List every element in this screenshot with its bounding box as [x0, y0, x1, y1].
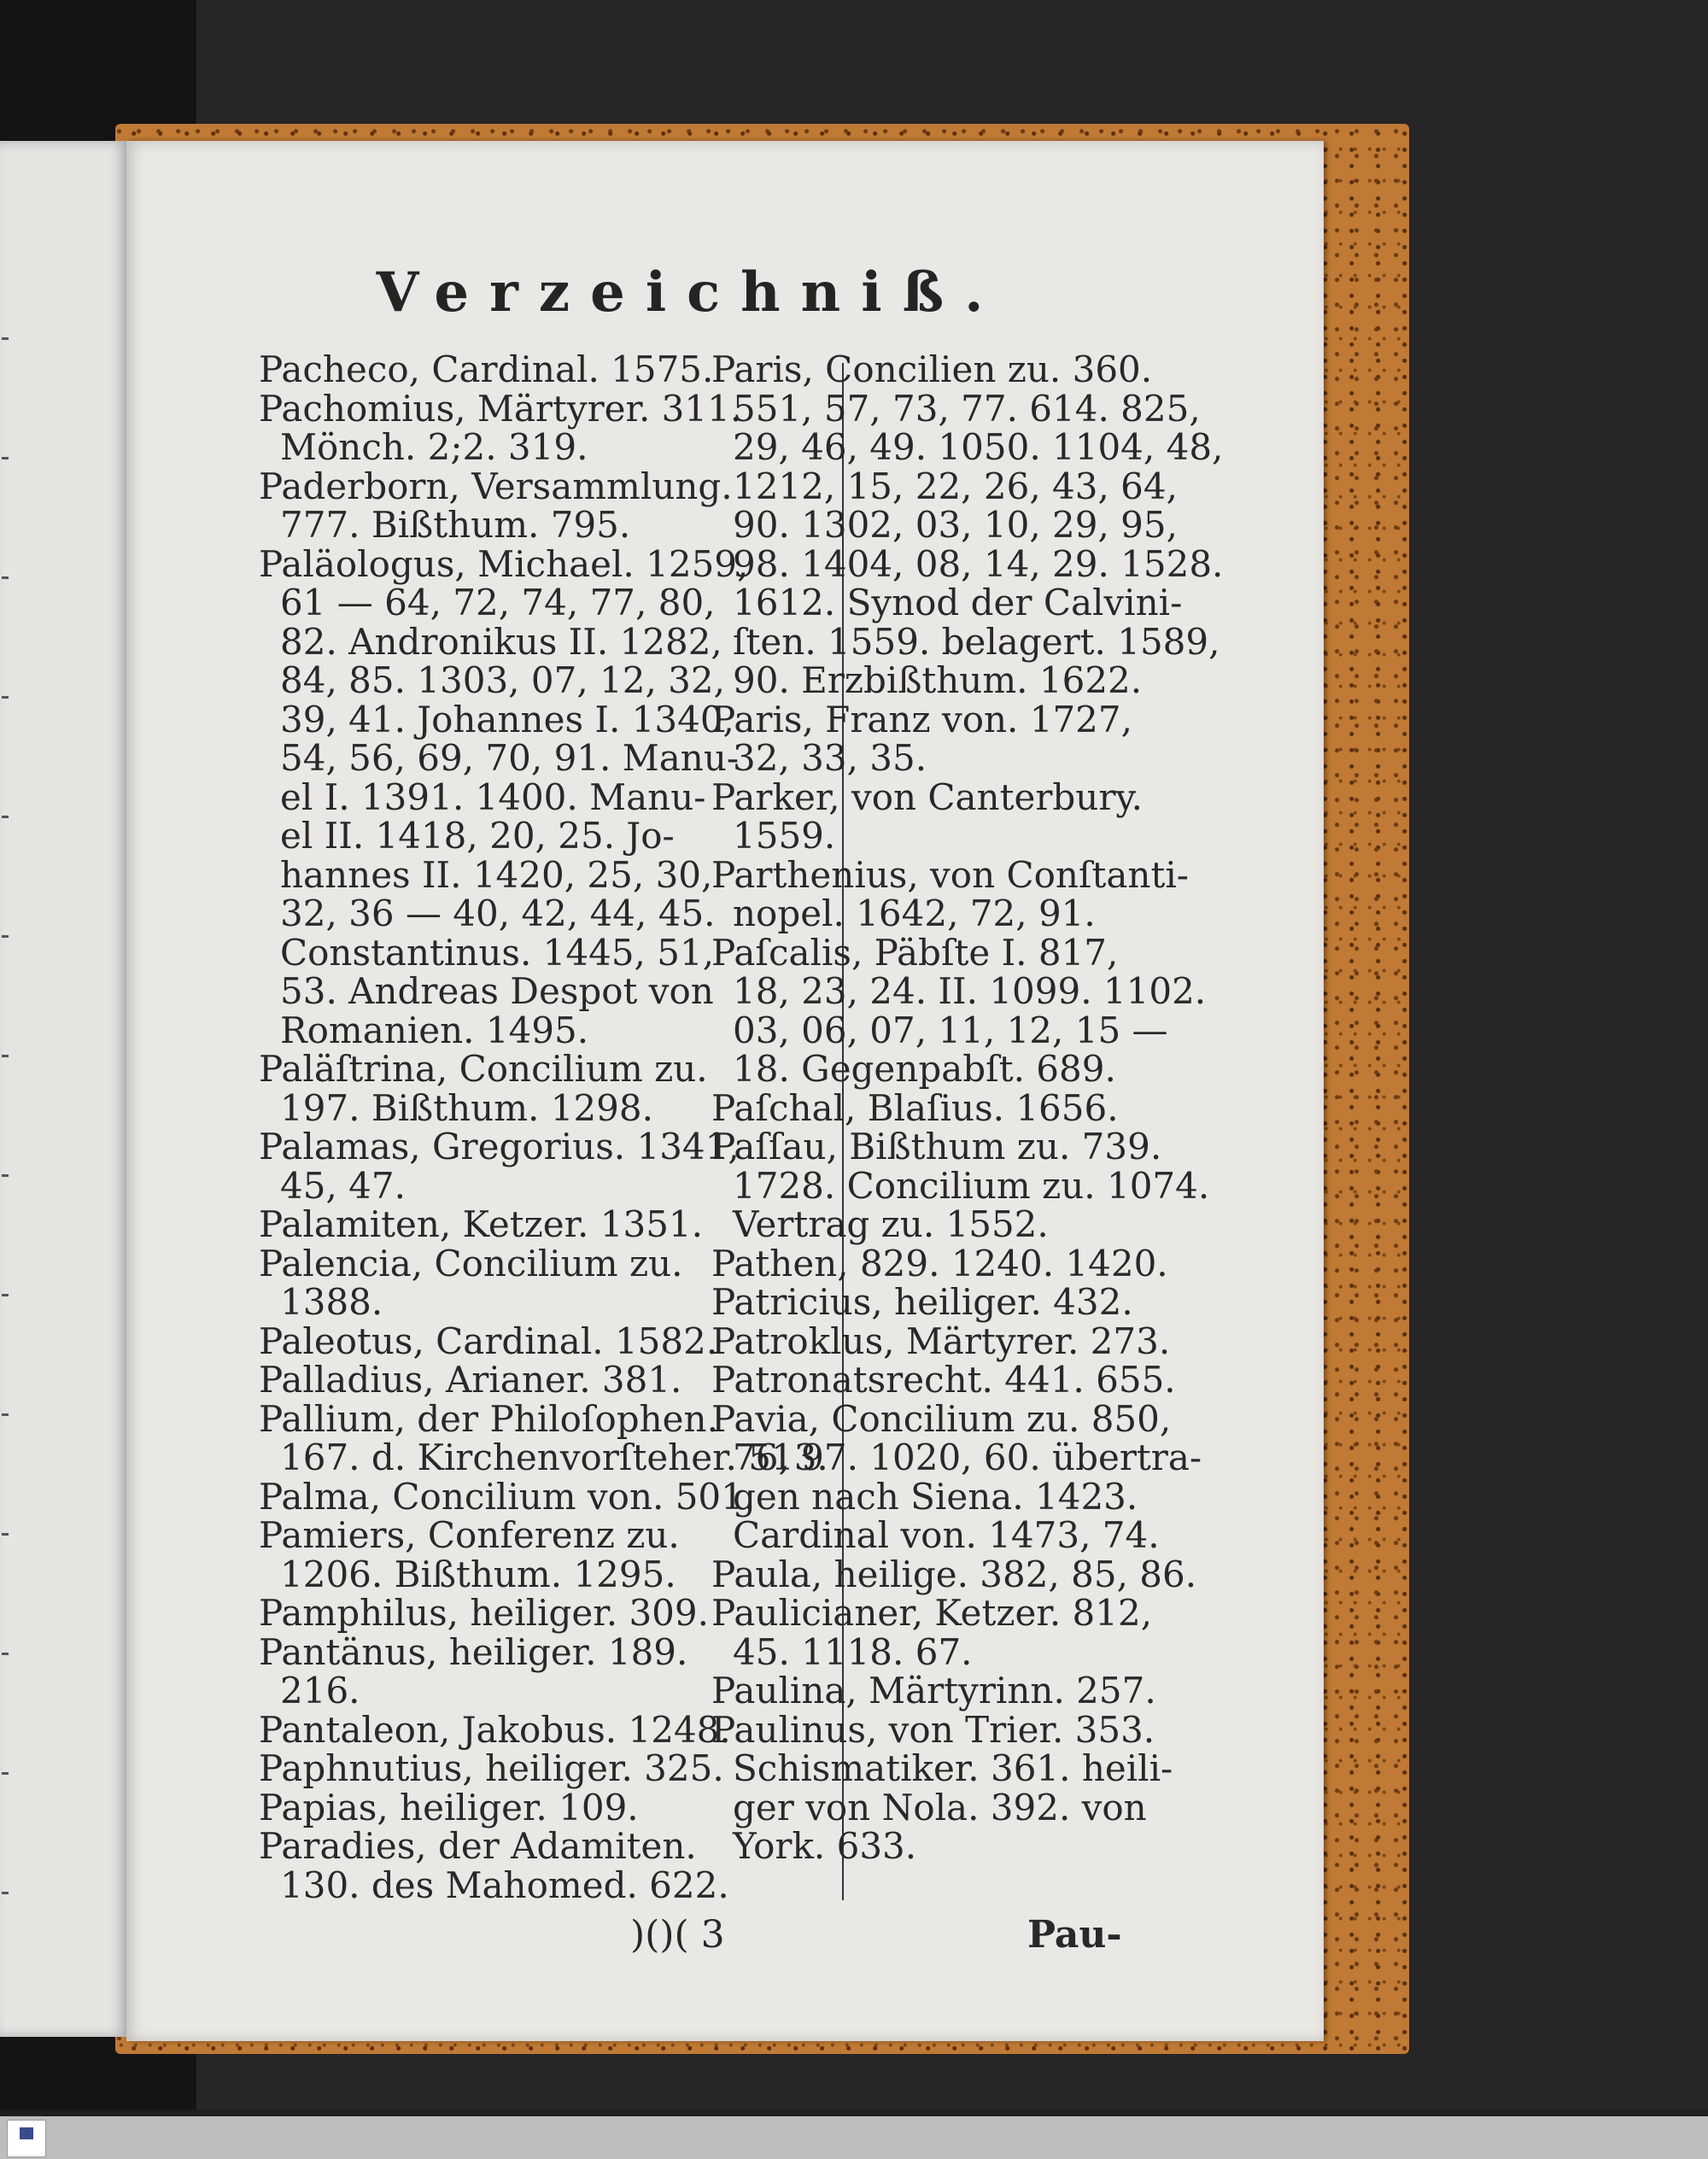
- index-entry-line: 1206. Bißthum. 1295.: [280, 1553, 676, 1595]
- index-entry-line: Palamas, Gregorius. 1341,: [259, 1126, 740, 1167]
- index-entry-line: nopel. 1642, 72, 91.: [733, 892, 1096, 934]
- index-entry-line: 90. Erzbißthum. 1622.: [733, 659, 1143, 701]
- index-entry-line: Paſſau, Bißthum zu. 739.: [711, 1126, 1162, 1167]
- index-entry-line: Vertrag zu. 1552.: [733, 1203, 1049, 1245]
- index-entry-line: 82. Andronikus II. 1282,: [280, 620, 722, 663]
- index-entry-line: Paulinus, von Trier. 353.: [711, 1708, 1155, 1751]
- index-entry-line: ger von Nola. 392. von: [733, 1786, 1147, 1828]
- index-entry-line: Mönch. 2;2. 319.: [280, 426, 588, 468]
- index-entry-line: Pathen, 829. 1240. 1420.: [711, 1242, 1168, 1284]
- viewer-footer-bar: [0, 2116, 1708, 2159]
- left-page-edge: [0, 141, 128, 2037]
- index-entry-line: Patronatsrecht. 441. 655.: [711, 1359, 1176, 1401]
- index-entry-line: Paradies, der Adamiten.: [259, 1825, 697, 1867]
- index-entry-line: 32, 36 — 40, 42, 44, 45.: [280, 892, 716, 934]
- index-entry-line: ſten. 1559. belagert. 1589,: [733, 620, 1220, 663]
- index-entry-line: 167. d. Kirchenvorſteher. 513.: [280, 1436, 828, 1478]
- index-entry-line: 53. Andreas Despot von: [280, 970, 714, 1012]
- index-entry-line: 32, 33, 35.: [733, 737, 927, 779]
- index-entry-line: Paläſtrina, Concilium zu.: [259, 1048, 708, 1090]
- index-entry-line: Paleotus, Cardinal. 1582.: [259, 1319, 718, 1362]
- index-entry-line: Paula, heilige. 382, 85, 86.: [711, 1553, 1197, 1595]
- index-entry-line: 777. Bißthum. 795.: [280, 504, 631, 546]
- index-entry-line: 197. Bißthum. 1298.: [280, 1086, 653, 1129]
- index-entry-line: Pachomius, Märtyrer. 311.: [259, 387, 742, 430]
- index-entry-line: Pamphilus, heiliger. 309.: [259, 1592, 709, 1634]
- index-entry-line: gen nach Siena. 1423.: [733, 1475, 1138, 1518]
- index-entry-line: 1612. Synod der Calvini-: [733, 582, 1183, 623]
- index-entry-line: Palladius, Arianer. 381.: [259, 1359, 682, 1401]
- index-entry-line: el II. 1418, 20, 25. Jo-: [280, 815, 675, 857]
- index-entry-line: Patricius, heiliger. 432.: [711, 1281, 1133, 1323]
- index-entry-line: 18, 23, 24. II. 1099. 1102.: [733, 970, 1207, 1012]
- index-entry-line: Palamiten, Ketzer. 1351.: [259, 1203, 703, 1245]
- index-entry-line: 45. 1118. 67.: [733, 1630, 973, 1673]
- index-entry-line: 61 — 64, 72, 74, 77, 80,: [280, 582, 716, 623]
- index-entry-line: Paſchal, Blaſius. 1656.: [711, 1086, 1119, 1129]
- index-entry-line: Parker, von Canterbury.: [711, 775, 1143, 818]
- index-entry-line: Patroklus, Märtyrer. 273.: [711, 1319, 1171, 1362]
- index-entry-line: el I. 1391. 1400. Manu-: [280, 775, 706, 818]
- index-entry-line: Schismatiker. 361. heili-: [733, 1747, 1173, 1789]
- index-entry-line: Pavia, Concilium zu. 850,: [711, 1397, 1172, 1440]
- index-entry-line: Pamiers, Conferenz zu.: [259, 1514, 680, 1556]
- index-entry-line: Constantinus. 1445, 51,: [280, 931, 715, 974]
- index-entry-line: 551, 57, 73, 77. 614. 825,: [733, 387, 1201, 430]
- index-entry-line: Paulicianer, Ketzer. 812,: [711, 1592, 1153, 1634]
- index-entry-line: 18. Gegenpabſt. 689.: [733, 1048, 1116, 1090]
- index-entry-line: 98. 1404, 08, 14, 29. 1528.: [733, 542, 1224, 585]
- index-entry-line: Paläologus, Michael. 1259,: [259, 542, 749, 585]
- logo-mark-icon: [20, 2127, 33, 2139]
- index-entry-line: 03, 06, 07, 11, 12, 15 —: [733, 1009, 1168, 1051]
- book-page: [126, 141, 1324, 2041]
- index-entry-line: Paris, Concilien zu. 360.: [711, 348, 1153, 390]
- left-page-marks: [2, 337, 12, 1960]
- index-entry-line: Pantaleon, Jakobus. 1248.: [259, 1708, 731, 1751]
- catchword: Pau-: [1027, 1913, 1122, 1957]
- index-entry-line: Papias, heiliger. 109.: [259, 1786, 639, 1828]
- index-entry-line: Pallium, der Philoſophen.: [259, 1397, 718, 1440]
- index-entry-line: 29, 46, 49. 1050. 1104, 48,: [733, 426, 1224, 468]
- index-entry-line: 90. 1302, 03, 10, 29, 95,: [733, 504, 1178, 546]
- index-entry-line: Paderborn, Versammlung.: [259, 465, 733, 507]
- index-entry-line: Pacheco, Cardinal. 1575.: [259, 348, 714, 390]
- index-column-right: [711, 350, 1275, 1866]
- index-entry-line: 39, 41. Johannes I. 1340,: [280, 698, 734, 740]
- index-entry-line: Paris, Franz von. 1727,: [711, 698, 1132, 740]
- index-entry-line: Parthenius, von Conſtanti-: [711, 853, 1189, 896]
- index-entry-line: 84, 85. 1303, 07, 12, 32,: [280, 659, 725, 701]
- index-entry-line: 1388.: [280, 1281, 383, 1323]
- index-entry-line: Palencia, Concilium zu.: [259, 1242, 683, 1284]
- index-entry-line: 130. des Mahomed. 622.: [280, 1864, 729, 1906]
- index-entry-line: 76, 97. 1020, 60. übertra-: [733, 1436, 1202, 1478]
- signature-mark: )()( 3: [630, 1913, 725, 1957]
- index-entry-line: 1728. Concilium zu. 1074.: [733, 1164, 1210, 1207]
- index-entry-line: 1559.: [733, 815, 836, 857]
- index-entry-line: 45, 47.: [280, 1164, 406, 1207]
- index-entry-line: Paſcalis, Päbſte I. 817,: [711, 931, 1119, 974]
- index-entry-line: 1212, 15, 22, 26, 43, 64,: [733, 465, 1178, 507]
- page-title: Verzeichniß.: [376, 260, 1004, 325]
- index-entry-line: 216.: [280, 1670, 360, 1711]
- index-entry-line: Paulina, Märtyrinn. 257.: [711, 1670, 1156, 1711]
- index-entry-line: York. 633.: [733, 1825, 917, 1867]
- index-entry-line: Palma, Concilium von. 501.: [259, 1475, 756, 1518]
- index-entry-line: Romanien. 1495.: [280, 1009, 589, 1051]
- index-entry-line: hannes II. 1420, 25, 30,: [280, 853, 713, 896]
- library-logo: [7, 2120, 46, 2157]
- index-entry-line: 54, 56, 69, 70, 91. Manu-: [280, 737, 740, 779]
- index-entry-line: Paphnutius, heiliger. 325.: [259, 1747, 724, 1789]
- index-entry-line: Cardinal von. 1473, 74.: [733, 1514, 1160, 1556]
- index-entry-line: Pantänus, heiliger. 189.: [259, 1630, 688, 1673]
